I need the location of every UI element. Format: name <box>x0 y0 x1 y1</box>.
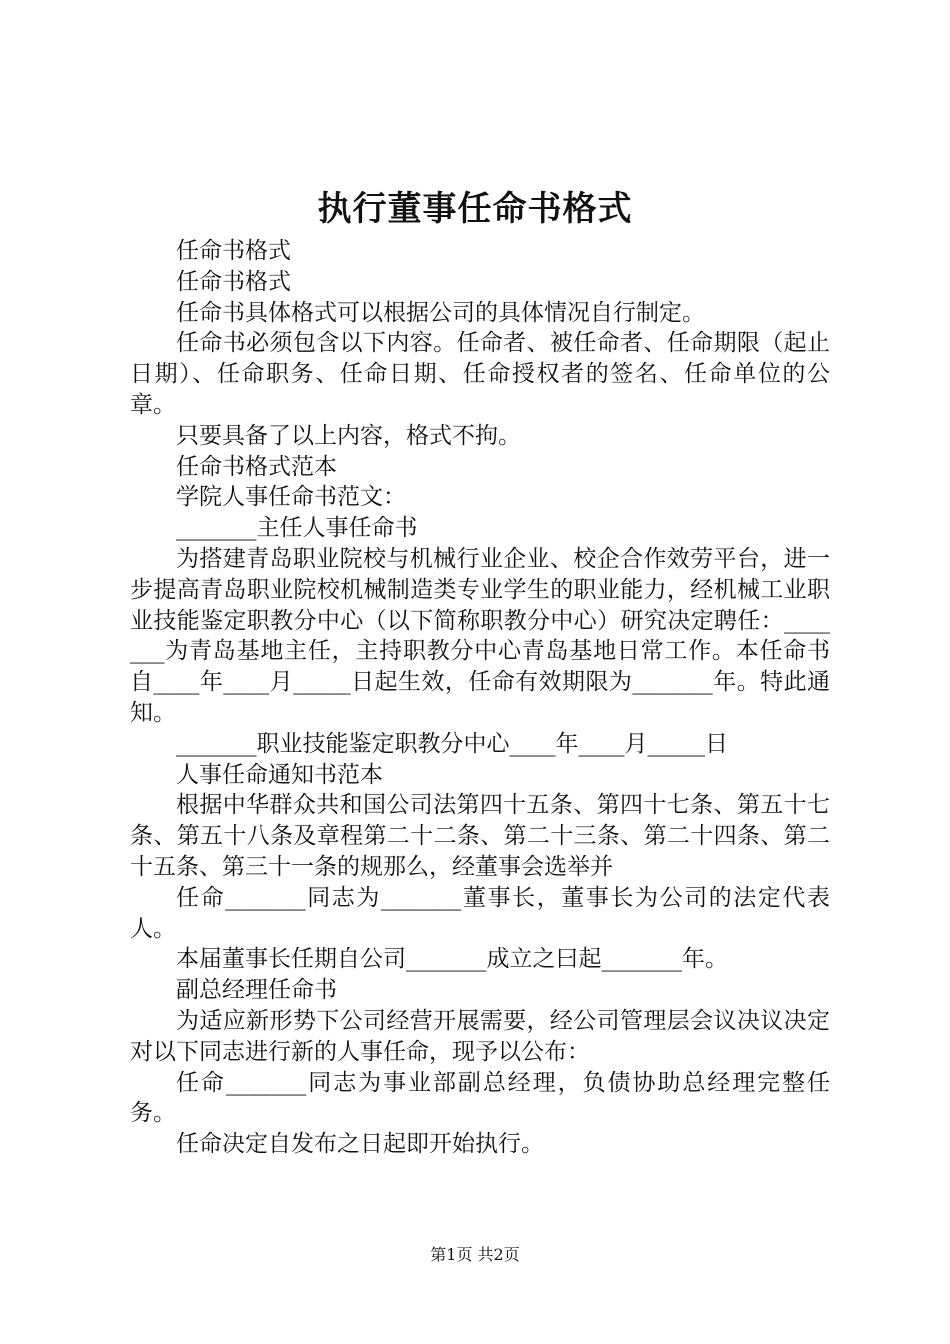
paragraph: 为搭建青岛职业院校与机械行业企业、校企合作效劳平台，进一步提高青岛职业院校机械制造类专业学生的职业能力，经机械工业职业技能鉴定职教分中心（以下简称职教分中心）研究决定聘任：_______为青岛基地主任，主持职教分中心青岛基地日常工作。本任命书自____年____月_____日起生效，任命有效期限为_______年。特此通知。 <box>130 545 830 726</box>
paragraph: 副总经理任命书 <box>176 977 337 1004</box>
paragraph: 任命书具体格式可以根据公司的具体情况自行制定。 <box>176 299 705 326</box>
paragraph: 任命_______同志为_______董事长，董事长为公司的法定代表人。 <box>130 884 830 942</box>
paragraph: 任命书必须包含以下内容。任命者、被任命者、任命期限（起止日期）、任命职务、任命日期、任命授权者的签名、任命单位的公章。 <box>130 330 830 418</box>
paragraph: _______主任人事任命书 <box>176 515 418 542</box>
paragraph: 任命书格式 <box>176 238 291 264</box>
paragraph: 学院人事任命书范文： <box>176 484 406 511</box>
paragraph: 任命决定自发布之日起即开始执行。 <box>176 1131 544 1158</box>
page-number-footer: 第1页 共2页 <box>430 1245 520 1264</box>
paragraph: 任命_______同志为事业部副总经理，负债协助总经理完整任务。 <box>130 1069 830 1127</box>
paragraph: 任命书格式范本 <box>176 453 337 480</box>
paragraph: 为适应新形势下公司经营开展需要，经公司管理层会议决议决定对以下同志进行新的人事任命，现予以公布： <box>130 1007 830 1065</box>
paragraph: 本届董事长任期自公司_______成立之曰起_______年。 <box>176 946 728 973</box>
paragraph: 根据中华群众共和国公司法第四十五条、第四十七条、第五十七条、第五十八条及章程第二十二条、第二十三条、第二十四条、第二十五条、第三十一条的规那么，经董事会选举并 <box>130 792 830 880</box>
document-title: 执行董事任命书格式 <box>317 189 633 229</box>
paragraph: 只要具备了以上内容，格式不拘。 <box>176 422 521 449</box>
paragraph: 人事任命通知书范本 <box>176 761 383 788</box>
document-body <box>130 236 830 1160</box>
paragraph: _______职业技能鉴定职教分中心____年____月_____日 <box>176 730 728 757</box>
paragraph: 任命书格式 <box>176 268 291 295</box>
